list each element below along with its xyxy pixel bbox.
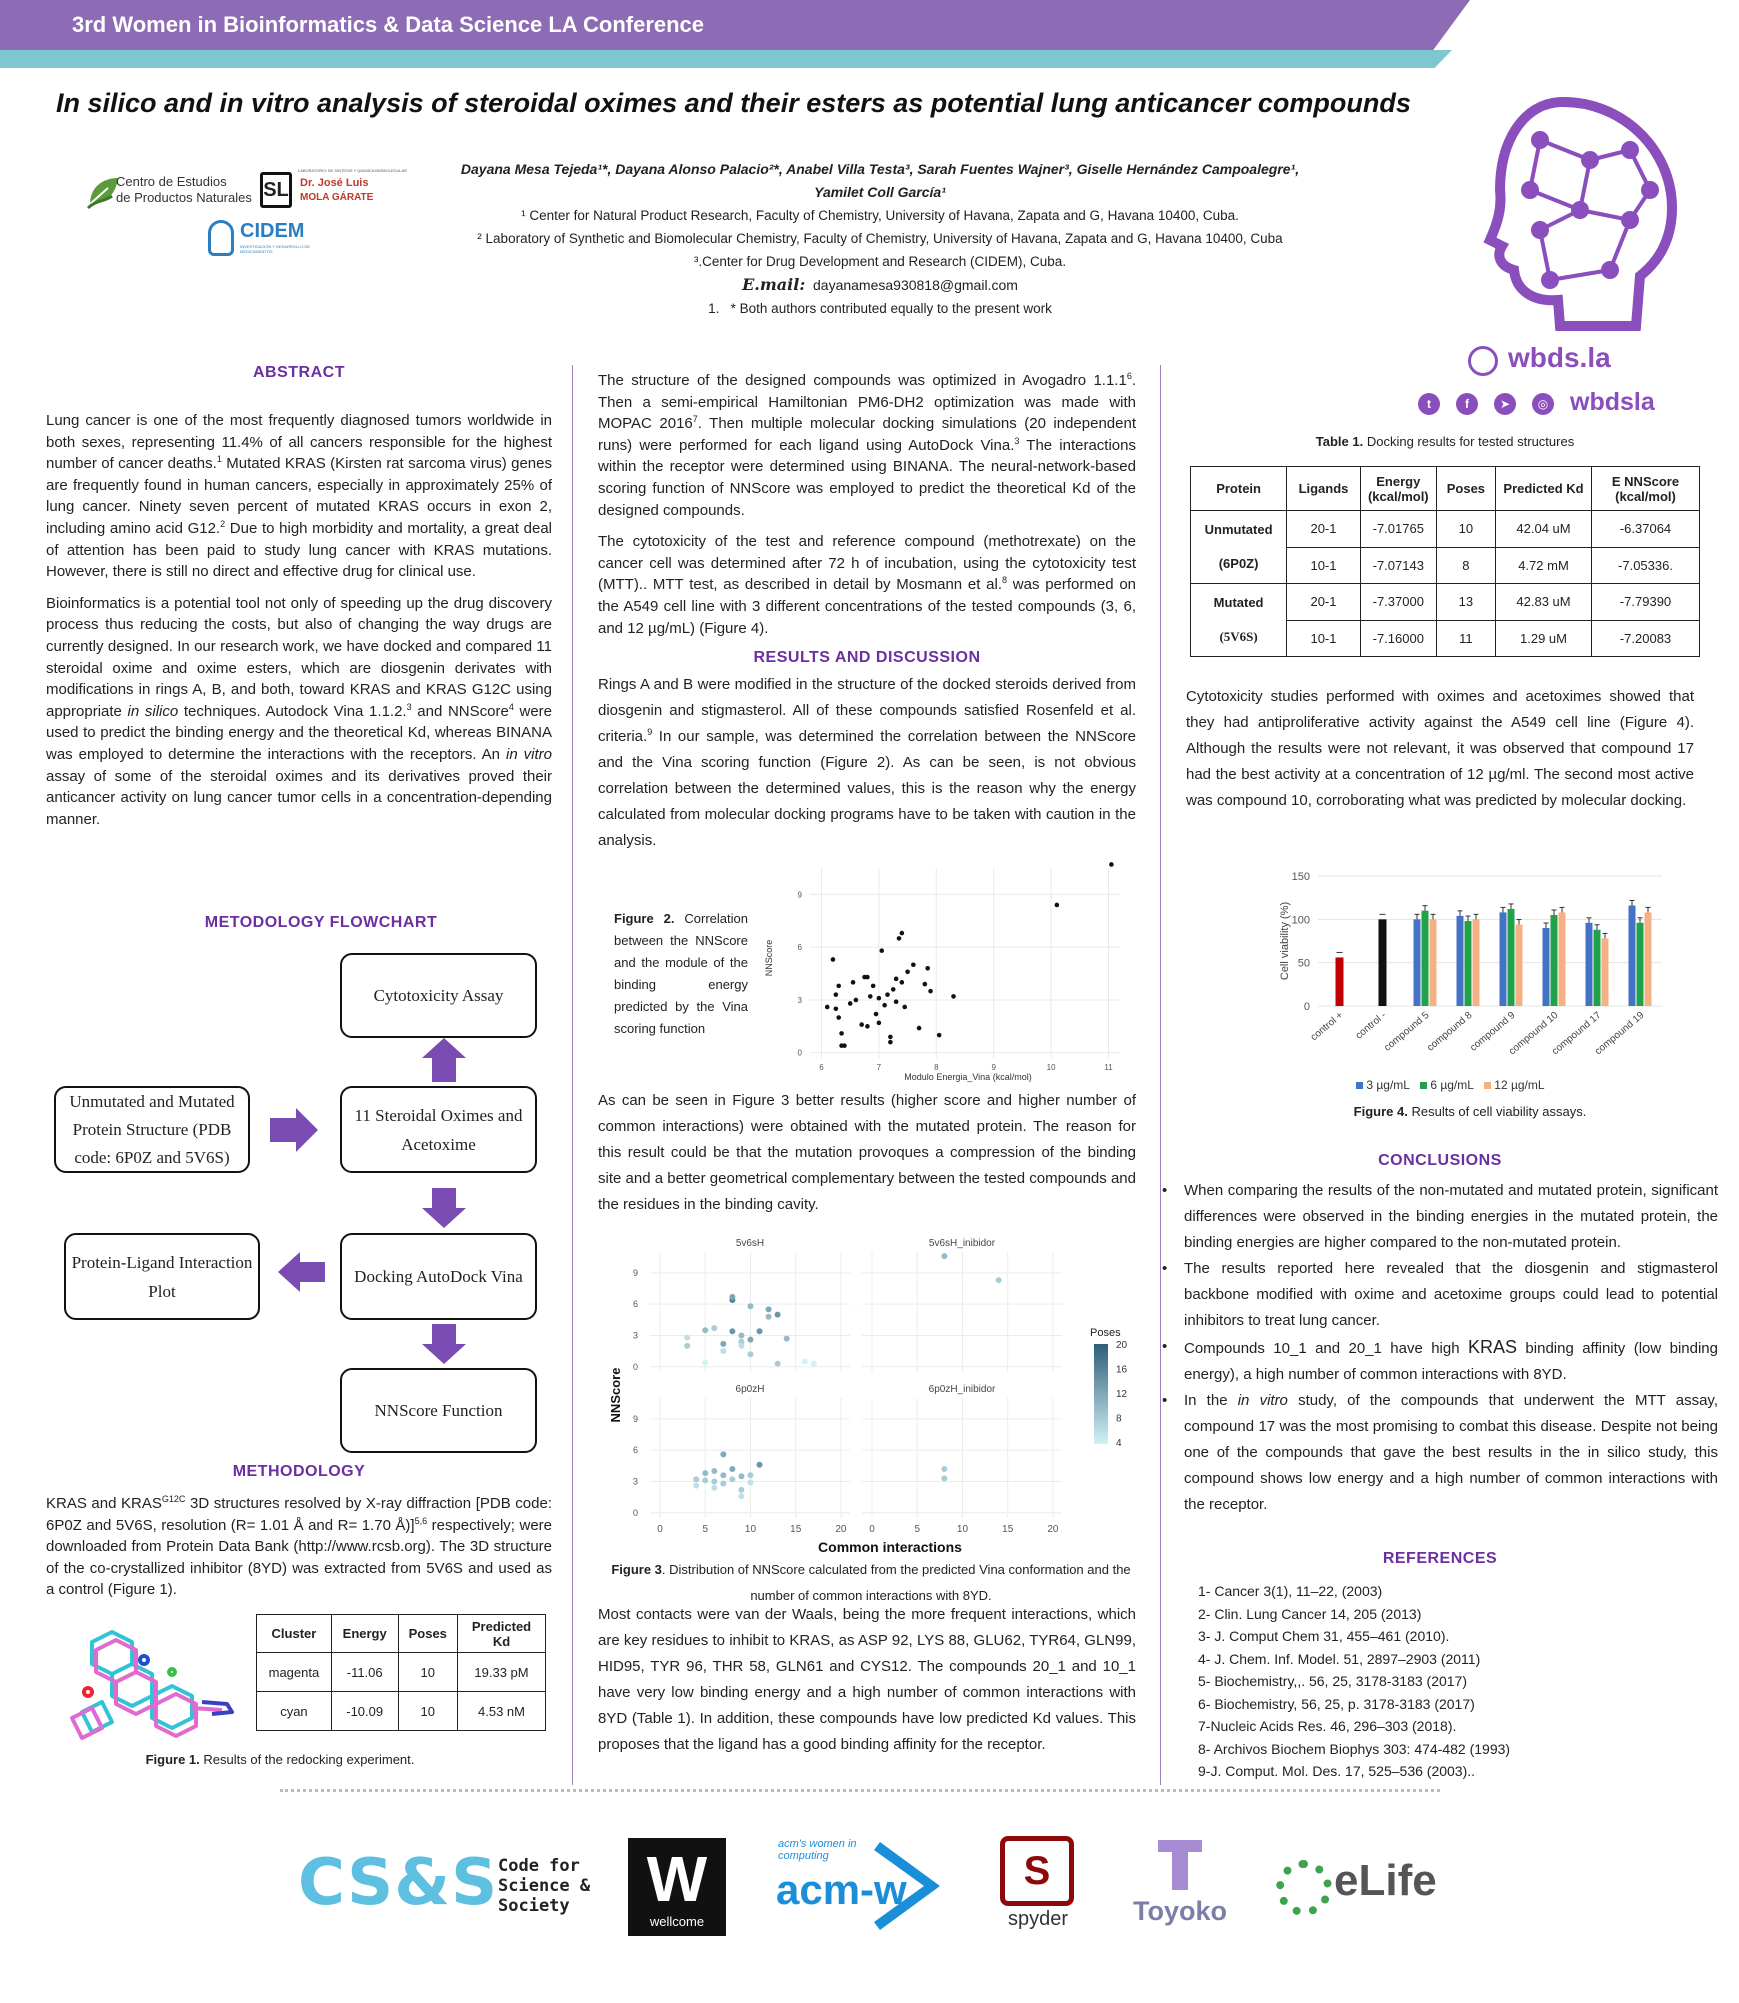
figure3-xtick: 20 <box>1047 1524 1059 1535</box>
arrow-down-icon-2 <box>422 1324 466 1364</box>
list-item: • When comparing the results of the non-mutated and mutated protein, significant differences were observed in the binding energies in the mutated protein, the binding energies are higher compared to the non-mutated protein. <box>1168 1178 1718 1256</box>
cep-line1: Centro de Estudios <box>116 174 227 189</box>
figure1-caption: Figure 1. Results of the redocking experiment. <box>145 1752 415 1767</box>
figure3-legend-tick: 20 <box>1116 1340 1128 1351</box>
figure2-xtick: 8 <box>934 1063 939 1072</box>
figure2-point <box>871 984 876 989</box>
figure2-point <box>836 1015 841 1020</box>
figure4-ytick: 100 <box>1291 914 1310 927</box>
list-item: 9-J. Comput. Mol. Des. 17, 525–536 (2003).. <box>1198 1763 1476 1779</box>
figure4-bar <box>1594 930 1601 1006</box>
figure4-bar <box>1516 925 1523 1006</box>
lab-name1: Dr. José Luis <box>300 177 369 189</box>
redock-header-energy: Energy <box>331 1615 398 1653</box>
cidem-sub: INVESTIGACIÓN Y DESARROLLO DE MEDICAMENTOS <box>240 244 311 254</box>
list-item: 6- Biochemistry, 56, 25, p. 3178-3183 (2017) <box>1198 1695 1475 1712</box>
results-heading: RESULTS AND DISCUSSION <box>753 649 981 666</box>
figure4-category-label: compound 17 <box>1549 1009 1604 1058</box>
legend-swatch-6 <box>1420 1082 1427 1089</box>
figure2-point <box>836 984 841 989</box>
figure3-legend-title: Poses <box>1090 1327 1121 1339</box>
figure4-bar <box>1645 912 1652 1006</box>
figure4-bar <box>1500 912 1507 1006</box>
figure3-point <box>747 1472 753 1478</box>
figure4-caption: Figure 4. Results of cell viability assays. <box>1353 1104 1587 1119</box>
list-item: 2- Clin. Lung Cancer 14, 205 (2013) <box>1198 1605 1422 1622</box>
figure2-point <box>900 980 905 985</box>
figure4-bar <box>1629 905 1636 1006</box>
figure2-point <box>951 994 956 999</box>
figure3-point <box>811 1361 817 1367</box>
methodology-heading: METHODOLOGY <box>232 1463 366 1480</box>
toyoko-logo <box>1128 1840 1232 1936</box>
arrow-down-icon <box>422 1188 466 1228</box>
authors-line2: Yamilet Coll García¹ <box>814 184 946 200</box>
globe-icon <box>1468 346 1498 376</box>
figure3-point <box>693 1476 699 1482</box>
figure3-xtick: 10 <box>956 1524 969 1535</box>
list-item: 5- Biochemistry,,. 56, 25, 3178-3183 (2017) <box>1198 1673 1468 1689</box>
list-item: • Compounds 10_1 and 20_1 have high KRAS binding affinity (low binding energy), a high number of common interactions with 8YD. <box>1168 1334 1718 1388</box>
figure3-point <box>702 1327 708 1333</box>
figure3-point <box>941 1253 947 1259</box>
table-row: Unmutated (6P0Z) 20-1 -7.01765 10 42.04 uM -6.37064 <box>1191 511 1700 548</box>
figure2-point <box>877 1021 882 1026</box>
spyder-text: spyder <box>1007 1908 1069 1930</box>
figure3-point <box>802 1359 808 1365</box>
figure2-xtick: 6 <box>819 1063 824 1072</box>
figure4-bar-chart <box>1270 866 1670 1096</box>
flowchart-nnscore-box: NNScore Function <box>340 1368 537 1453</box>
note-text: * Both authors contributed equally to the present work <box>730 301 1052 316</box>
figure3-point <box>684 1343 690 1349</box>
figure4-category-label: compound 19 <box>1592 1009 1647 1058</box>
table1-caption: Table 1. Docking results for tested structures <box>1315 434 1575 449</box>
results-text-2: As can be seen in Figure 3 better results (higher score and higher number of common interactions) were obtained with the mutated protein. The reason for this result could be that the mutation provoques a compression of the binding site and a better geometrical complementary between the tested compounds and the residues in the binding cavity. <box>598 1092 1136 1213</box>
figure2-point <box>825 1005 830 1010</box>
figure2-point <box>868 994 873 999</box>
instagram-icon[interactable]: ◎ <box>1532 393 1554 415</box>
figure2-ytick: 6 <box>797 943 802 953</box>
figure2-point <box>882 1003 887 1008</box>
figure3-xtick: 0 <box>869 1524 875 1535</box>
flowchart-steroid-box: 11 Steroidal Oximes and Acetoxime <box>340 1086 537 1173</box>
figure4-category-label: compound 8 <box>1425 1009 1475 1054</box>
lab-name2: MOLA GÁRATE <box>300 192 374 203</box>
figure3-point <box>720 1472 726 1478</box>
results-text-3: Most contacts were van der Waals, being the more frequent interactions, which are key residues to inhibit to KRAS, as ASP 92, LYS 88, GLU62, TYR64, GLN99, HID95, TYR 96, THR 58, GLN61 and CYS12. The compounds 20_1 and 10_1 have very low binding energy and a high number of common interactions with 8YD (Table 1). In addition, these compounds have low predicted Kd values. This proposes that the ligand has a good binding affinity for the receptor. <box>598 1606 1136 1753</box>
figure2-point <box>839 1031 844 1036</box>
figure3-point <box>996 1277 1002 1283</box>
abstract-heading: ABSTRACT <box>253 364 345 381</box>
conclusions-list <box>1168 1178 1718 1518</box>
list-item: • In the in vitro study, of the compounds that underwent the MTT assay, compound 17 was the most promising to combat this disease. Despite not being one of the compounds that gave the best results in the in silico study, this compound shows low energy and a high number of common interactions with the receptor. <box>1168 1388 1718 1518</box>
figure4-ylabel: Cell viability (%) <box>1279 901 1291 981</box>
figure4-bar <box>1551 915 1558 1006</box>
figure3-point <box>720 1341 726 1347</box>
figure2-point <box>1109 862 1114 867</box>
redocking-molecule-image <box>52 1622 242 1742</box>
figure2-point <box>925 966 930 971</box>
figure2-point <box>874 1012 879 1017</box>
figure2-ytick: 0 <box>797 1048 802 1058</box>
figure3-panel-title: 6p0zH <box>735 1384 765 1395</box>
figure2-point <box>865 975 870 980</box>
facebook-icon[interactable]: f <box>1456 393 1478 415</box>
figure3-point <box>775 1312 781 1318</box>
figure4-category-label: control + <box>1308 1009 1346 1044</box>
figure2-point <box>905 969 910 974</box>
figure3-point <box>729 1476 735 1482</box>
list-item: 8- Archivos Biochem Biophys 303: 474-482 (1993) <box>1198 1740 1511 1757</box>
figure3-caption: Figure 3. Distribution of NNScore calculated from the predicted Vina conformation and the number of common interactions with 8YD. <box>611 1562 1131 1603</box>
figure2-point <box>834 1006 839 1011</box>
figure2-point <box>917 1026 922 1031</box>
figure2-point <box>911 962 916 967</box>
email-address[interactable]: dayanamesa930818@gmail.com <box>813 277 1018 293</box>
list-item: • The results reported here revealed that the diosgenin and stigmasterol backbone modified with oxime and acetoxime groups could lead to potential inhibitors to treat lung cancer. <box>1168 1256 1718 1334</box>
figure4-ytick: 150 <box>1291 871 1310 883</box>
t1-header-energy: Energy (kcal/mol) <box>1360 467 1436 511</box>
acm-w-logo: acm's women in computing acm-w <box>776 1836 956 1936</box>
figure3-ytick: 0 <box>632 1507 638 1518</box>
elife-text: eLife <box>1334 1856 1437 1905</box>
arrow-left-icon <box>278 1252 325 1292</box>
css-logo-text: Code for Science & Society <box>498 1856 591 1916</box>
figure3-point <box>729 1328 735 1334</box>
figure3-point <box>711 1485 717 1491</box>
email-label: E.mail: <box>742 275 806 294</box>
abstract-p1: Lung cancer is one of the most frequently diagnosed tumors worldwide in both sexes, representing 11.4% of all cancers responsible for the highest number of cancer deaths.$^1$ Mutated KRAS (Kirsten rat sarcoma virus) genes are frequently found in human cancers, especially in approximately 25% of lung cancer. Ninety seven percent of mutated KRAS occurs in exon 2, including amino acid G12.$^2$ Due to high morbidity and mortality, a great deal of attention has been paid to study lung cancer with KRAS mutations. However, there is still no direct and effective drug for clinical use. <box>46 412 553 581</box>
figure3-point <box>729 1294 735 1300</box>
lab-small-text: LABORATORIO DE SINTESIS Y QUIMICA BIOMOLECULAR <box>298 168 408 173</box>
figure3-xtick: 15 <box>790 1524 802 1535</box>
figure2-point <box>848 1001 853 1006</box>
figure3-point <box>702 1470 708 1476</box>
figure4-bar <box>1586 923 1593 1006</box>
flowchart-cytotoxicity-box: Cytotoxicity Assay <box>340 953 537 1038</box>
figure3-ytick: 3 <box>632 1476 638 1487</box>
figure3-point <box>738 1332 744 1338</box>
list-item: 1- Cancer 3(1), 11–22, (2003) <box>1198 1583 1383 1599</box>
figure3-point <box>738 1493 744 1499</box>
figure4-category-label: compound 10 <box>1506 1009 1561 1058</box>
table-row: Mutated (5V6S) 20-1 -7.37000 13 42.83 uM -7.79390 <box>1191 584 1700 621</box>
figure3-legend-colorbar <box>1094 1344 1108 1444</box>
figure3-point <box>747 1303 753 1309</box>
figure3-xtick: 5 <box>914 1524 921 1535</box>
telegram-icon[interactable]: ➤ <box>1494 393 1516 415</box>
list-item: 4- J. Chem. Inf. Model. 51, 2897–2903 (2011) <box>1198 1650 1481 1667</box>
column-divider-2 <box>1160 365 1161 1785</box>
t1-header-poses: Poses <box>1436 467 1495 511</box>
figure3-point <box>738 1487 744 1493</box>
twitter-icon[interactable]: t <box>1418 393 1440 415</box>
figure2-grid <box>810 868 1120 1058</box>
figure4-ytick: 0 <box>1303 1001 1310 1013</box>
table-row: 10-1 -7.16000 11 1.29 uM -7.20083 <box>1191 620 1700 657</box>
figure3-panel-title: 5v6sH_inibidor <box>928 1238 996 1249</box>
figure4-category-label: control - <box>1353 1009 1389 1042</box>
figure3-xtick: 15 <box>1002 1524 1014 1535</box>
conclusions-heading: CONCLUSIONS <box>1378 1152 1502 1169</box>
figure2-point <box>923 982 928 987</box>
figure3-point <box>684 1335 690 1341</box>
figure2-point <box>877 996 882 1001</box>
wellcome-w-mark: W <box>646 1843 708 1915</box>
figure3-panel-title: 6p0zH_inibidor <box>928 1384 996 1395</box>
references-heading: REFERENCES <box>1382 1550 1498 1567</box>
figure2-ytick: 9 <box>797 890 802 900</box>
figure2-point <box>894 977 899 982</box>
figure2-xtick: 10 <box>1046 1063 1056 1072</box>
figure2-point <box>891 987 896 992</box>
figure3-point <box>757 1462 763 1468</box>
figure3-xlabel: Common interactions <box>818 1539 962 1555</box>
figure2-point <box>885 992 890 997</box>
table-row: magenta -11.06 10 19.33 pM <box>257 1653 546 1692</box>
affiliation-1: ¹ Center for Natural Product Research, Faculty of Chemistry, University of Havana, Zapata and G, Havana 10400, Cuba. <box>521 208 1239 223</box>
cytotoxicity-text: Cytotoxicity studies performed with oximes and acetoximes showed that they had antiproliferative activity against the A549 cell line (Figure 4). Although the results were not relevant, it was observed that compound 17 had the best activity at a concentration of 12 µg/ml. The second most active was compound 10, corroborating what was predicted by molecular docking. <box>1186 688 1694 809</box>
figure2-point <box>865 1024 870 1029</box>
middle-text-top: The structure of the designed compounds was optimized in Avogadro 1.1.1$^6$. Then a semi-empirical Hamiltonian PM6-DH2 optimization was made with MOPAC 2016$^7$. Then multiple molecular docking simulations (20 independent runs) were performed for each ligand using AutoDock Vina.$^3$ The interactions within the receptor were determined using BINANA. The neural-network-based scoring function of NNScore was employed to predict the theoretical Kd of the designed compounds. The cytotoxicity of the test and reference compound (methotrexate) on the cancer cell was determined after 72 h of incubation, using the cytotoxicity test (MTT).. MTT test, as described in detail by Mosmann et al.$^8$ was performed on the A549 cell line with 3 different concentrations of the tested compounds (3, 6, and 12 µg/mL) (Figure 4). <box>598 371 1137 637</box>
methodology-text: KRAS and $KRAS^{G12C}$ 3D structures resolved by X-ray diffraction [PDB code: 6P0Z and 5V6S, resolution (R= 1.01 Å and R= 1.70 Å)]$^{5,6}$ respectively; were downloaded from Protein Data Bank (http://www.rcsb.org). The 3D structure of the co-crystallized inhibitor (8YD) was extracted from 5V6S and used as a control (Figure 1). <box>46 1494 552 1599</box>
figure4-bar <box>1508 909 1515 1006</box>
figure3-point <box>720 1451 726 1457</box>
figure3-point <box>738 1473 744 1479</box>
figure3-ytick: 6 <box>632 1299 638 1310</box>
lab-mark-icon: SL <box>260 172 292 208</box>
toyoko-text: Toyoko <box>1133 1896 1227 1926</box>
figure2-point <box>894 999 899 1004</box>
wbds-handle[interactable]: wbdsla <box>1570 388 1655 416</box>
figure3-point <box>738 1343 744 1349</box>
figure2-point <box>854 998 859 1003</box>
note-number: 1. <box>708 301 720 316</box>
figure3-xtick: 20 <box>835 1524 847 1535</box>
spyder-logo <box>1000 1836 1076 1936</box>
figure4-bar <box>1473 919 1480 1006</box>
t1-protein-unmutated: Unmutated (6P0Z) <box>1191 511 1287 584</box>
figure4-bar <box>1336 957 1344 1006</box>
figure3-point <box>757 1328 763 1334</box>
t1-header-kd: Predicted Kd <box>1496 467 1592 511</box>
redocking-table <box>256 1614 546 1731</box>
arrow-up-icon <box>422 1038 466 1082</box>
figure4-category-label: compound 9 <box>1468 1009 1518 1054</box>
figure2-scatter-chart <box>760 858 1130 1088</box>
figure2-point <box>928 989 933 994</box>
figure3-ytick: 6 <box>632 1445 638 1456</box>
figure3-point <box>720 1348 726 1354</box>
figure3-xtick: 0 <box>657 1524 663 1535</box>
figure2-xtick: 9 <box>991 1063 996 1072</box>
docking-results-table <box>1190 466 1700 657</box>
abstract-p2: Bioinformatics is a potential tool not only of speeding up the drug discovery process thus reducing the costs, but also of changing the way drugs are currently designed. In our research work, we have docked and compared 11 steroidal oxime and oxime esters, which are diosgenin derivates with modifications in rings A, B, and both, toward KRAS and KRAS G12C using appropriate in silico techniques. Autodock Vina 1.1.2.$^3$ and NNScore$^4$ were used to predict the binding energy and the theoretical Kd, whereas BINANA was employed to determine the interactions with the receptors. An in vitro assay of some of the steroidal oximes and its derivatives proved their anticancer activity on lung cancer tumor cells in a concentration-depending manner. <box>46 594 552 828</box>
figure3-point <box>766 1314 772 1320</box>
figure2-point <box>834 992 839 997</box>
figure4-legend: 3 µg/mL 6 µg/mL 12 µg/mL <box>1356 1078 1545 1092</box>
figure3-legend-tick: 12 <box>1116 1389 1128 1400</box>
figure3-point <box>711 1325 717 1331</box>
acm-w-text: acm-w <box>776 1866 907 1913</box>
figure4-bar <box>1379 919 1387 1006</box>
figure3-point <box>941 1466 947 1472</box>
figure2-point <box>831 957 836 962</box>
figure2-point <box>888 1035 893 1040</box>
figure2-point <box>902 1005 907 1010</box>
t1-header-protein: Protein <box>1191 467 1287 511</box>
figure3-point <box>729 1466 735 1472</box>
figure3-ytick: 3 <box>632 1330 638 1341</box>
figure4-bar <box>1543 928 1550 1006</box>
table-row: 10-1 -7.07143 8 4.72 mM -7.05336. <box>1191 547 1700 584</box>
figure2-xlabel: Modulo Energia_Vina (kcal/mol) <box>904 1072 1032 1082</box>
poster-title: In silico and in vitro analysis of steroidal oximes and their esters as potential lung anticancer compounds <box>56 88 1411 118</box>
affiliation-3: ³.Center for Drug Development and Research (CIDEM), Cuba. <box>693 254 1067 269</box>
figure2-xtick: 7 <box>876 1063 882 1072</box>
figure3-xtick: 5 <box>702 1524 709 1535</box>
figure2-xtick: 11 <box>1104 1063 1113 1072</box>
figure3-faceted-chart <box>600 1230 1140 1560</box>
figure3-point <box>775 1361 781 1367</box>
figure2-caption: Figure 2. Correlation between the NNScore and the module of the binding energy predicted by the Vina scoring function <box>614 911 748 1036</box>
figure2-ylabel: NNScore <box>764 939 774 977</box>
figure3-point <box>693 1483 699 1489</box>
affiliation-2: ² Laboratory of Synthetic and Biomolecular Chemistry, Faculty of Chemistry, University of Havana, Zapata and G, Havana 10400, Cuba <box>477 231 1283 246</box>
t1-protein-mutated: Mutated (5V6S) <box>1191 584 1287 657</box>
figure2-point <box>879 948 884 953</box>
figure2-ytick: 3 <box>797 995 802 1005</box>
figure3-point <box>711 1468 717 1474</box>
arrow-right-icon <box>270 1108 318 1152</box>
wbds-site[interactable]: wbds.la <box>1508 342 1611 373</box>
results-text-1: Rings A and B were modified in the structure of the docked steroids derived from diosgenin and stigmasterol. All of these compounds satisfied Rosenfeld et al. criteria.$^9$ In our sample, was determined the correlation between the NNScore and the Vina scoring function (Figure 2). As can be seen, is not obvious correlation between the determined values, this is the reason why the energy calculated from molecular docking programs have to be taken with caution in the analysis. <box>598 676 1136 849</box>
figure3-point <box>702 1477 708 1483</box>
t1-header-nnscore: E NNScore (kcal/mol) <box>1592 467 1700 511</box>
figure4-bar <box>1465 921 1472 1006</box>
figure3-point <box>747 1480 753 1486</box>
footer-divider <box>280 1789 1440 1792</box>
figure4-ytick: 50 <box>1297 957 1310 970</box>
redock-header-cluster: Cluster <box>257 1615 332 1653</box>
redock-header-poses: Poses <box>398 1615 457 1653</box>
legend-swatch-3 <box>1356 1082 1363 1089</box>
figure3-legend-tick: 4 <box>1116 1438 1122 1449</box>
figure2-point <box>842 1043 847 1048</box>
redock-header-kd: Predicted Kd <box>458 1615 546 1653</box>
wbds-head-logo <box>1440 90 1690 340</box>
flowchart-protein-box: Unmutated and Mutated Protein Structure (PDB code: 6P0Z and 5V6S) <box>54 1086 250 1173</box>
t1-header-ligands: Ligands <box>1287 467 1361 511</box>
flowchart-docking-box: Docking AutoDock Vina <box>340 1233 537 1320</box>
figure3-point <box>766 1306 772 1312</box>
list-item: 7-Nucleic Acids Res. 46, 296–303 (2018). <box>1198 1718 1457 1734</box>
figure3-ytick: 9 <box>632 1267 638 1278</box>
figure3-legend-tick: 16 <box>1116 1364 1128 1376</box>
figure4-bar <box>1602 938 1609 1006</box>
table-row: cyan -10.09 10 4.53 nM <box>257 1692 546 1731</box>
figure3-ytick: 9 <box>632 1413 638 1424</box>
spyder-mark-icon: S <box>1000 1836 1074 1906</box>
figure3-ylabel: NNScore <box>608 1367 623 1423</box>
cep-line2: de Productos Naturales <box>116 190 252 205</box>
figure3-panel-title: 5v6sH <box>735 1238 765 1249</box>
figure3-point <box>941 1475 947 1481</box>
figure4-bar <box>1637 923 1644 1006</box>
figure4-bar <box>1430 919 1437 1006</box>
figure2-point <box>1055 903 1060 908</box>
list-item: 3- J. Comput Chem 31, 455–461 (2010). <box>1198 1628 1450 1644</box>
figure4-bar <box>1422 911 1429 1006</box>
css-logo: CS&S <box>298 1846 499 1920</box>
elife-icon <box>1276 1860 1332 1916</box>
figure2-point <box>900 931 905 936</box>
figure3-legend-tick: 8 <box>1116 1413 1122 1425</box>
figure4-bar <box>1414 919 1421 1006</box>
flowchart-arrows <box>0 0 600 1480</box>
figure2-point <box>859 1022 864 1027</box>
figure2-point <box>888 1040 893 1045</box>
flowchart-interaction-plot-box: Protein-Ligand Interaction Plot <box>64 1233 260 1320</box>
figure2-point <box>937 1033 942 1038</box>
figure2-point <box>897 936 902 941</box>
legend-swatch-12 <box>1484 1082 1491 1089</box>
figure3-ytick: 0 <box>632 1361 638 1372</box>
flowchart-heading: METODOLOGY FLOWCHART <box>204 914 438 931</box>
references-list <box>1198 1580 1510 1783</box>
figure3-point <box>720 1481 726 1487</box>
wellcome-logo <box>628 1838 726 1936</box>
figure3-point <box>702 1360 708 1366</box>
cidem-name: CIDEM <box>240 220 305 242</box>
figure4-bar <box>1559 912 1566 1006</box>
figure4-category-label: compound 5 <box>1382 1009 1432 1054</box>
figure3-point <box>784 1336 790 1342</box>
figure3-point <box>747 1337 753 1343</box>
figure3-xtick: 10 <box>744 1524 757 1535</box>
figure4-bar <box>1457 916 1464 1006</box>
figure3-point <box>711 1478 717 1484</box>
figure3-point <box>747 1351 753 1357</box>
figure2-point <box>851 980 856 985</box>
conference-title: 3rd Women in Bioinformatics & Data Science LA Conference <box>72 12 705 37</box>
authors-line1: Dayana Mesa Tejeda¹*, Dayana Alonso Palacio²*, Anabel Villa Testa³, Sarah Fuentes Wajner³, Giselle Hernández Campoalegre¹, <box>460 161 1300 177</box>
wellcome-text: wellcome <box>649 1914 705 1929</box>
